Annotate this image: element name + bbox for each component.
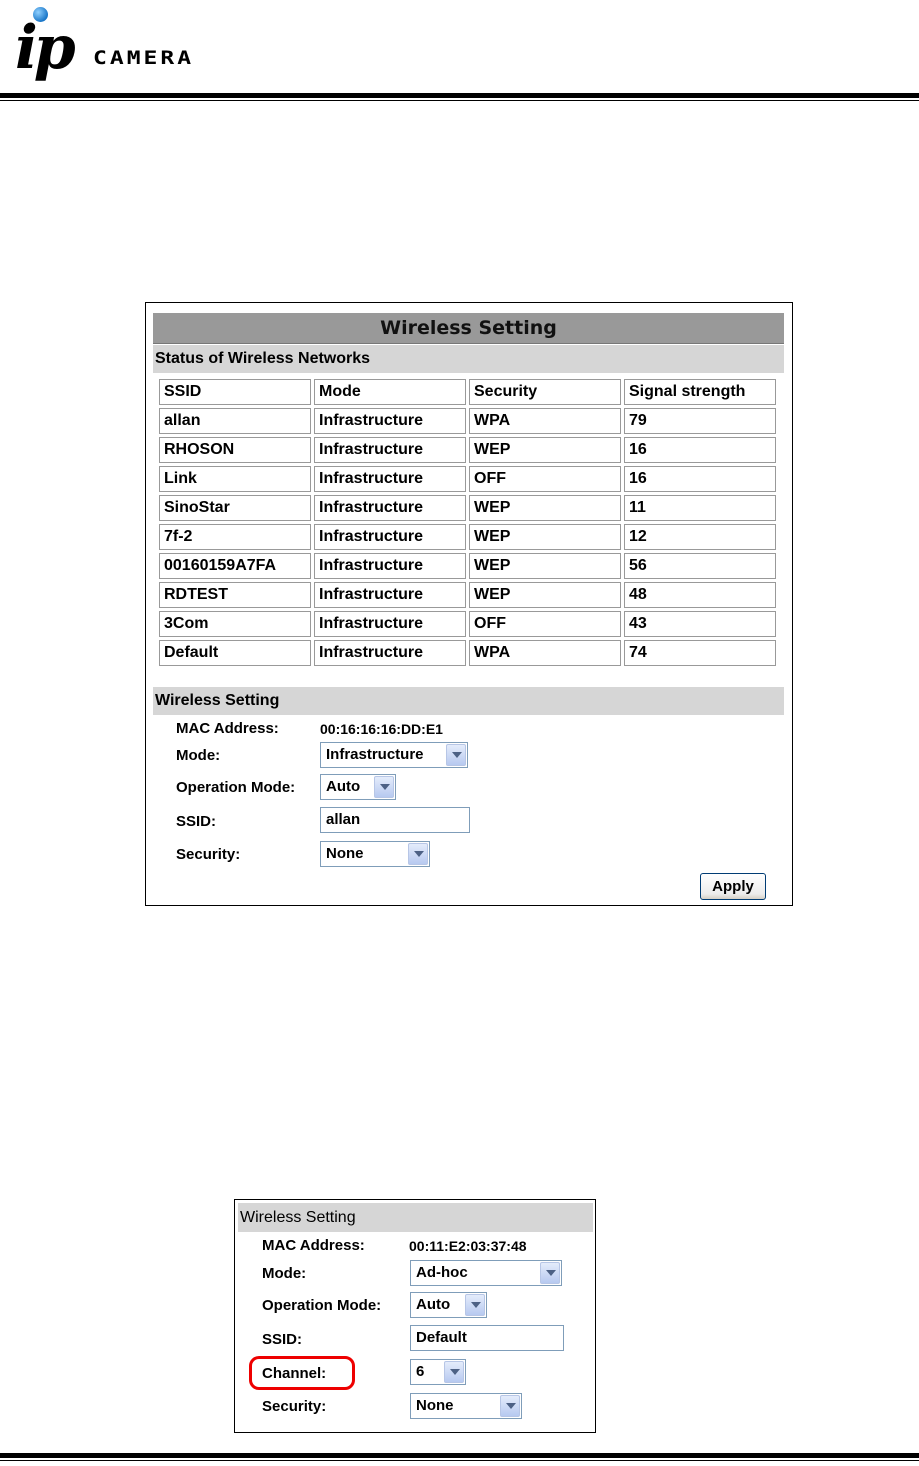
- cell-ssid: 00160159A7FA: [159, 553, 311, 579]
- cell-signal: 12: [624, 524, 776, 550]
- cell-ssid: SinoStar: [159, 495, 311, 521]
- security-select[interactable]: [320, 841, 430, 867]
- table-row[interactable]: [159, 524, 776, 550]
- cell-mode: Infrastructure: [314, 640, 466, 666]
- chevron-down-icon[interactable]: [446, 744, 466, 766]
- logo-camera-text: CAMERA: [93, 48, 195, 69]
- cell-signal: 16: [624, 437, 776, 463]
- panel-title: Wireless Setting: [153, 313, 784, 344]
- chevron-down-icon[interactable]: [465, 1294, 485, 1316]
- wireless-setting-header: Wireless Setting: [238, 1203, 593, 1232]
- ip-camera-logo: [5, 4, 265, 90]
- footer-rule: [0, 1453, 919, 1458]
- cell-security: WEP: [469, 582, 621, 608]
- channel-label: Channel:: [262, 1365, 327, 1382]
- adhoc-wireless-setting-panel: [234, 1199, 596, 1433]
- operation-mode-value: Auto: [416, 1296, 451, 1313]
- chevron-down-icon[interactable]: [500, 1395, 520, 1417]
- cell-mode: Infrastructure: [314, 437, 466, 463]
- cell-security: WEP: [469, 437, 621, 463]
- cell-signal: 48: [624, 582, 776, 608]
- cell-security: WEP: [469, 553, 621, 579]
- operation-mode-label: Operation Mode:: [262, 1297, 382, 1314]
- security-select[interactable]: [410, 1393, 522, 1419]
- column-header-security: Security: [469, 379, 621, 405]
- cell-ssid: RHOSON: [159, 437, 311, 463]
- logo-ip-text: ip: [15, 13, 72, 83]
- cell-security: WEP: [469, 524, 621, 550]
- header-rule: [0, 93, 919, 98]
- security-label: Security:: [176, 846, 241, 863]
- security-select-value: None: [416, 1397, 454, 1414]
- cell-mode: Infrastructure: [314, 495, 466, 521]
- cell-signal: 56: [624, 553, 776, 579]
- mac-address-value: 00:16:16:16:DD:E1: [320, 721, 443, 737]
- chevron-down-icon[interactable]: [374, 776, 394, 798]
- cell-ssid: RDTEST: [159, 582, 311, 608]
- security-select-value: None: [326, 845, 364, 862]
- mode-label: Mode:: [262, 1265, 307, 1282]
- cell-mode: Infrastructure: [314, 582, 466, 608]
- cell-security: OFF: [469, 466, 621, 492]
- wireless-setting-panel: [145, 302, 793, 906]
- status-networks-header: Status of Wireless Networks: [153, 345, 784, 373]
- chevron-down-icon[interactable]: [444, 1361, 464, 1383]
- mode-label: Mode:: [176, 747, 221, 764]
- operation-mode-select[interactable]: [320, 774, 396, 800]
- header-rule-thin: [0, 100, 919, 101]
- column-header-mode: Mode: [314, 379, 466, 405]
- ssid-label: SSID:: [176, 813, 217, 830]
- cell-ssid: allan: [159, 408, 311, 434]
- operation-mode-select[interactable]: [410, 1292, 487, 1318]
- table-row[interactable]: [159, 611, 776, 637]
- table-header-row: [159, 379, 776, 405]
- apply-button[interactable]: Apply: [700, 873, 766, 900]
- cell-security: WPA: [469, 640, 621, 666]
- column-header-signal: Signal strength: [624, 379, 776, 405]
- column-header-ssid: SSID: [159, 379, 311, 405]
- cell-signal: 43: [624, 611, 776, 637]
- mac-address-value: 00:11:E2:03:37:48: [409, 1238, 527, 1254]
- table-row[interactable]: [159, 437, 776, 463]
- cell-mode: Infrastructure: [314, 553, 466, 579]
- table-row[interactable]: [159, 466, 776, 492]
- table-row[interactable]: [159, 495, 776, 521]
- security-label: Security:: [262, 1398, 327, 1415]
- cell-signal: 11: [624, 495, 776, 521]
- operation-mode-label: Operation Mode:: [176, 779, 296, 796]
- mode-select[interactable]: [320, 742, 468, 768]
- cell-mode: Infrastructure: [314, 466, 466, 492]
- channel-select[interactable]: [410, 1359, 466, 1385]
- cell-security: OFF: [469, 611, 621, 637]
- mode-select[interactable]: [410, 1260, 562, 1286]
- chevron-down-icon[interactable]: [408, 843, 428, 865]
- cell-ssid: 3Com: [159, 611, 311, 637]
- ssid-label: SSID:: [262, 1331, 303, 1348]
- mode-select-value: Infrastructure: [326, 746, 424, 763]
- wireless-setting-header: Wireless Setting: [153, 687, 784, 715]
- cell-mode: Infrastructure: [314, 524, 466, 550]
- cell-signal: 16: [624, 466, 776, 492]
- footer-rule-thin: [0, 1460, 919, 1461]
- table-row[interactable]: [159, 640, 776, 666]
- operation-mode-value: Auto: [326, 778, 361, 795]
- mac-address-label: MAC Address:: [262, 1237, 365, 1254]
- table-row[interactable]: [159, 582, 776, 608]
- cell-ssid: 7f-2: [159, 524, 311, 550]
- cell-signal: 79: [624, 408, 776, 434]
- table-row[interactable]: [159, 408, 776, 434]
- cell-mode: Infrastructure: [314, 408, 466, 434]
- cell-signal: 74: [624, 640, 776, 666]
- channel-select-value: 6: [416, 1363, 425, 1380]
- mode-select-value: Ad-hoc: [416, 1264, 468, 1281]
- ssid-input[interactable]: allan: [320, 807, 470, 833]
- ssid-input[interactable]: Default: [410, 1325, 564, 1351]
- table-row[interactable]: [159, 553, 776, 579]
- cell-ssid: Link: [159, 466, 311, 492]
- chevron-down-icon[interactable]: [540, 1262, 560, 1284]
- mac-address-label: MAC Address:: [176, 720, 279, 737]
- cell-mode: Infrastructure: [314, 611, 466, 637]
- cell-security: WEP: [469, 495, 621, 521]
- cell-security: WPA: [469, 408, 621, 434]
- wireless-networks-table: [156, 376, 779, 669]
- cell-ssid: Default: [159, 640, 311, 666]
